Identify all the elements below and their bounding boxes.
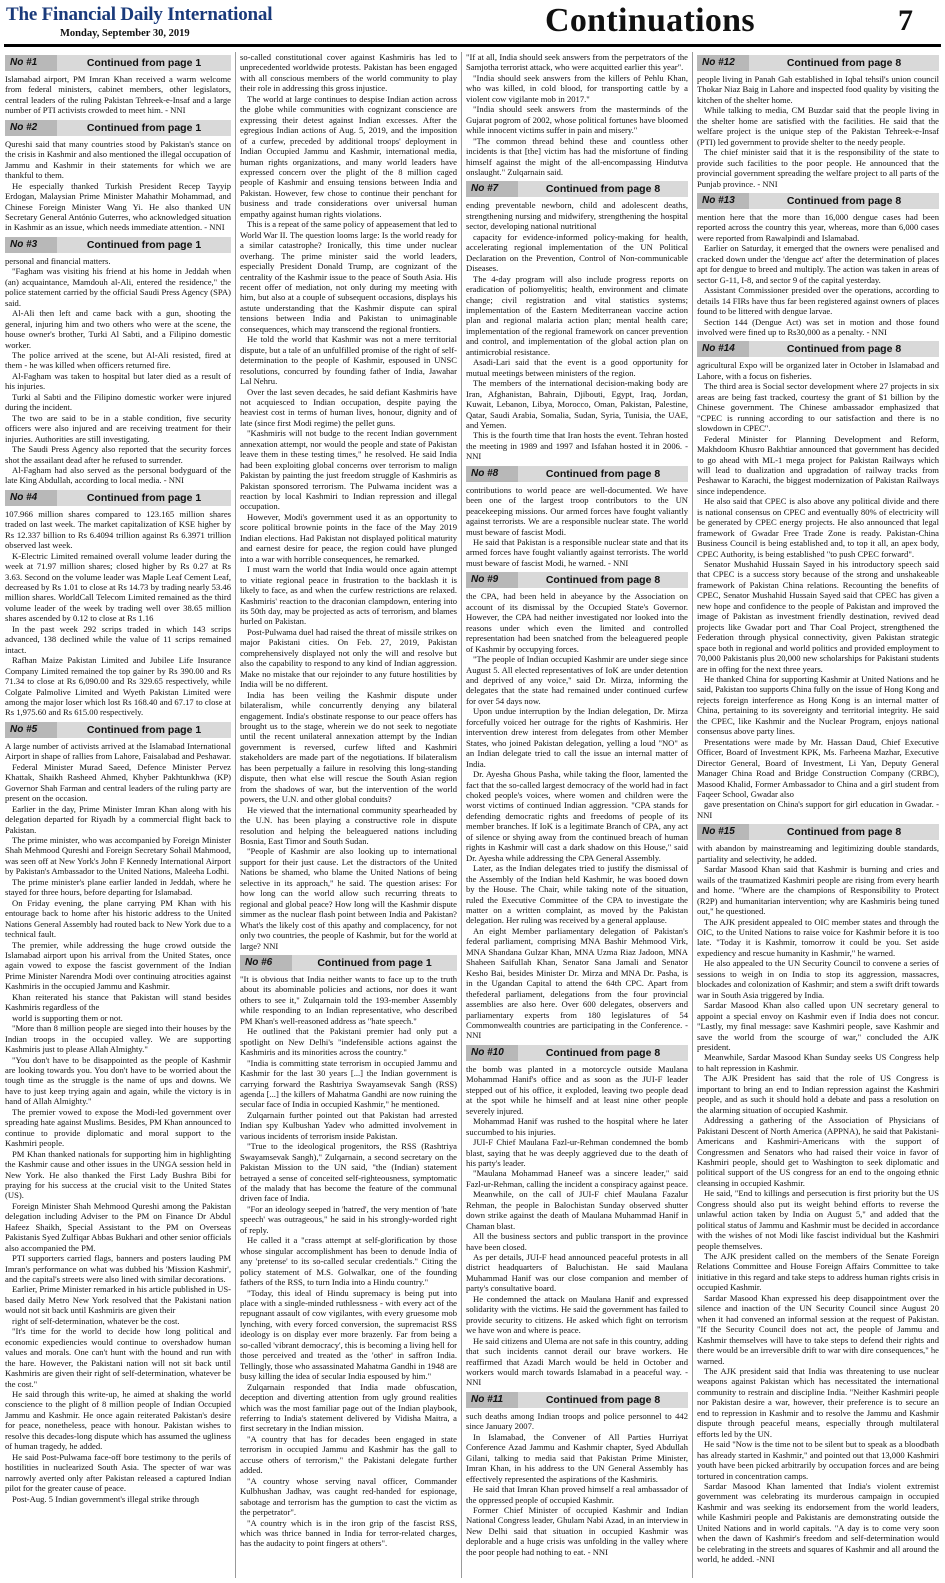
- continuation-header: [5, 490, 231, 506]
- article-body: [5, 509, 231, 718]
- continuation-header: [466, 1045, 688, 1061]
- continuation-header: [5, 722, 231, 738]
- masthead-rule: [4, 44, 941, 47]
- paragraph: gave presentation on China's support for girl education in Gwadar. - NNI: [697, 799, 939, 820]
- continuation-number: No #9: [466, 572, 518, 588]
- continuation-heading: Continued from page 8: [545, 467, 661, 480]
- continuation-heading: Continued from page 8: [786, 194, 902, 207]
- continuation-number: No #12: [697, 55, 749, 71]
- paragraph: However, Modi's government used it as an opportunity to score political brownie points in the face of the May 2019 Indian elections. Had Pakistan not displayed political maturity and earnest desire for peace, the region could have plunged into a war with horrible consequences, he remarked.: [240, 511, 457, 564]
- column-3: [466, 52, 688, 1578]
- paragraph: "Fagham was visiting his friend at his home in Jeddah when (an) acquaintance, Mamdouh al-Ali, entered the residence," the police statement carried by the official Saudi Press Agency (SPA) said.: [5, 266, 231, 308]
- continuation-heading: Continued from page 1: [86, 238, 202, 251]
- paragraph: "Kashmiris will not budge to the recent Indian government annexation attempt, nor would the people and state of Pakistan leave them in these testing times," he resolved. He said India had been exploiting global concerns over terrorism to malign Pakistan by painting the just freedom struggle of Kashmiris as Pakistan sponsored terrorism. The Pulwama incident was a reaction by local Kashmiri to Indian repression and illegal occupation.: [240, 428, 457, 512]
- article-body: [5, 741, 231, 1504]
- continuation-number: No #10: [466, 1045, 518, 1061]
- article: [697, 824, 939, 1564]
- column-2: [240, 52, 457, 1578]
- paragraph: The two are said to be in a stable condition, five security officers were also injured and are receiving treatment for their injuries. Authorities are still investigating.: [5, 412, 231, 444]
- paragraph: An eight Member parliamentary delegation of Pakistan's federal parliament, comprising MNA Bashir Mehmood Virk, MNA Shandana Gulzar Khan, MNA Uzma Riaz Jadoon, MNA Shaheen Saifullah Khan, Senator Sana Jamali and Senator Kesho Bai, besides Minister Dr. Mirza and MNA Dr. Pasha, is in the Ugandan Capital to attend the 64th CPC. Apart from thefederal parliament, delegations from the four provincial assemblies are also here. Over 600 delegates, observers and parliamentary experts from 180 legislatures of 54 Commonwealth countries are participating in the Conference. - NNI: [466, 925, 688, 1041]
- paragraph: the bomb was planted in a motorcycle outside Maulana Mohammad Hanif's office and as soon as the JUI-F leader stepped out of his office, it exploded, leaving two people dead at the spot while he himself and at least nine other people severely injured.: [466, 1063, 688, 1116]
- paragraph: Sardar Masood Khan expressed his deep disappointment over the silence and inaction of the UN Security Council since August 20 when it had convened an informal session at the request of Pakistan. "If the Security Council does not act, the people of Jammu and Kashmir themselves will have to take steps to defend their rights and there would be an irreversible drift to war with dire consequences," he warned.: [697, 1292, 939, 1366]
- continuation-heading: Continued from page 1: [317, 956, 432, 969]
- paragraph: Zulqarnain further pointed out that Pakistan had arrested Indian spy Kulbushan Yadev who admitted involvement in various incidents of terrorism inside Pakistan.: [240, 1109, 457, 1141]
- article-body: [240, 52, 457, 951]
- continuation-number: No #5: [5, 722, 57, 738]
- article: [5, 237, 231, 486]
- paragraph: Addressing a gathering of the Association of Physicians of Pakistani Descent of North America (APPNA), he said that Pakistani-Americans and Kashmiri-Americans with the support of Congressmen and Senators who had raised their voice in favor of Kashmiri people, should get to Washington to seek diplomatic and political support of the US congress for an end to the ongoing ethnic cleansing in occupied Kashmir.: [697, 1115, 939, 1188]
- paragraph: The AJK president appealed to OIC member states and through the OIC, to the United Nations to raise voice for Kashmir before it is too late. "Today it is Kashmir, tomorrow it could be you. Set aside expediency and rescue humanity in Kashmir," he warned.: [697, 916, 939, 958]
- article-body: [5, 74, 231, 116]
- paragraph: This is a repeat of the same policy of appeasement that led to World War II. The question looms large: Is the world ready for a similar catastrophe? Ironically, this time under nuclear overhang. The prime minister said the world leaders, especially President Donald Trump, are cognizant of the centrality of the Kashmir issue to the peace of South Asia. His recent offer of mediation, not only during my meeting with him, but also at a couple of subsequent occasions, displays his astute understanding that the Kashmir dispute can spiral tensions between India and Pakistan to unimaginable consequences, which may transcend the regional frontiers.: [240, 219, 457, 334]
- paragraph: "India is committing state terrorism in occupied Jammu and Kashmir for the last 30 years [...] the Indian government is carrying forward the Rashtriya Swayamsevak Sangh (RSS) agenda [...] the killers of Mahatma Gandhi are now ruining the secular face of India in occupied Kashmir," he mentioned.: [240, 1057, 457, 1110]
- issue-date: Monday, September 30, 2019: [60, 28, 190, 39]
- article: [5, 120, 231, 233]
- article: [240, 52, 457, 951]
- paragraph: such deaths among Indian troops and police personnel to 442 since January 2007.: [466, 1410, 688, 1432]
- continuation-number: No #8: [466, 466, 518, 482]
- continuation-header: [466, 181, 688, 197]
- article: [697, 341, 939, 820]
- paragraph: "More than 8 million people are sieged into their houses by the Indian troops in the occupied valley. We are supporting Kashmiris just to please Allah Almighty.": [5, 1023, 231, 1055]
- continuation-header: [466, 466, 688, 482]
- continuation-header: [5, 55, 231, 71]
- paragraph: agricultural Expo will be organized later in October in Islamabad and Lahore, with a focus on fisheries.: [697, 360, 939, 381]
- paragraph: "India should seek answers from the killers of Pehlu Khan, who was killed, in cold blood, for transporting cattle by a violent cow vigilante mob in 2017.": [466, 72, 688, 104]
- paragraph: He viewed that the international community spearheaded by the U.N. has been playing a constructive role in dispute resolution and helping the beleaguered nations including Bosnia, East Timor and South Sudan.: [240, 804, 457, 846]
- paragraph: In Islamabad, the Convener of All Parties Hurriyat Conference Azad Jammu and Kashmir chapter, Syed Abdullah Gilani, talking to media said that Pakistan Prime Minister, Imran Khan, in his address to the UN General Assembly has effectively represented the aspirations of the Kashmiris.: [466, 1431, 688, 1484]
- paragraph: Federal Minister for Planning Development and Reform, Makhdoom Khusro Bakhtiar announced that government has decided to go ahead with ML-1 mega project for Pakistan Railways which will lead to dualization and upgradation of railway tracks from Peshawar to Karachi, the biggest modernization of Pakistan Railways since independence.: [697, 433, 939, 496]
- paragraph: PM Khan thanked nationals for supporting him in highlighting the Kashmir cause and other issues in the UNGA session held in New York. He also thanked the First Lady Bushra Bibi for praying for his success at the crucial visit to the United States (US).: [5, 1148, 231, 1201]
- paragraph: world is supporting them or not.: [12, 1012, 123, 1023]
- paragraph: with abandon by mainstreaming and legitimizing double standards, partiality and selectivity, he added.: [697, 843, 939, 864]
- paragraph: JUI-F Chief Maulana Fazl-ur-Rehman condemned the bomb blast, saying that he was deeply aggrieved due to the death of his party's leader.: [466, 1137, 688, 1168]
- continuation-header: [466, 572, 688, 588]
- continuation-number: No #15: [697, 824, 749, 840]
- article-body: [466, 1411, 688, 1557]
- continuation-heading: Continued from page 8: [545, 1393, 661, 1406]
- paragraph: people living in Panah Gah established in Iqbal tehsil's union council Thokar Niaz Baig in Lahore and inspected food quality by visiting the kitchen of the shelter home.: [697, 74, 939, 105]
- paragraph: right of self-determination, whatever be the cost.: [12, 1315, 180, 1326]
- masthead: [0, 0, 945, 52]
- column-4: [697, 52, 939, 1578]
- paragraph: mention here that the more than 16,000 dengue cases had been reported across the country this year, whereas, more than 6,000 cases were reported from Rawalpindi and Islamabad.: [697, 211, 939, 243]
- paragraph: The third area is Social sector development where 27 projects in six areas are being fast tracked, courtesy the grant of $1 billion by the Chinese government. The Chinese ambassador emphasized that "CPEC is running according to our satisfaction and there is no slowdown in CPEC".: [697, 381, 939, 434]
- paragraph: capacity for evidence-informed policy-making for health, accelerating regional implementation of the UN Political Declaration on the Prevention, Control of Non-communicable Diseases.: [466, 231, 688, 274]
- article: [466, 466, 688, 569]
- paragraph: On Friday evening, the plane carrying PM Khan with his entourage back to home after his historic address to the United Nations General Assembly had routed back to New York due to a technical fault.: [5, 897, 231, 940]
- paragraph: The AJK president called on the members of the Senate Foreign Relations Committee and House Foreign Affairs Committee to take initiative in this regard and take steps to address human rights crisis in occupied Kashmir.: [697, 1251, 939, 1293]
- column-divider: [461, 52, 462, 1578]
- article: [466, 52, 688, 177]
- article-body: [240, 974, 457, 1549]
- paragraph: "The common thread behind these and countless other incidents is that [the] victim has had the misfortune of finding himself against the might of the all-encompassing Hindutva onslaught." Zulqarnain said.: [466, 135, 688, 177]
- paragraph: He said that Pakistan is a responsible nuclear state and that its armed forces have fought valiantly against terrorists. The world must beware of fascist Modi, he warned. - NNI: [466, 537, 688, 568]
- paragraph: Upon undue interruption by the Indian delegation, Dr. Mirza forcefully voiced her outrage for the rights of Kashmiris. Her intervention drew interest from delegates from other Member States, who joined Pakistan delegation, yelling a loud "NO" as an Indian delegate tried to call the issue an internal matter of India.: [466, 706, 688, 769]
- continuation-number: No #2: [5, 120, 57, 136]
- paragraph: Dr. Ayesha Ghous Pasha, while taking the floor, lamented the fact that the so-called largest democracy of the world had in fact choked people's voices, where women and children were the worst victims of continued Indian aggression. "CPA stands for defending democratic rights and freedoms of people of its member branches. If IoK is a legitimate Branch of CPA, any act of silence or shying away from the continued breach of human rights in Kashmir will cast a dark shadow on this House," said Dr. Ayesha while addressing the CPA General Assembly.: [466, 769, 688, 863]
- continuation-heading: Continued from page 8: [545, 574, 661, 587]
- paragraph: The premier, while addressing the huge crowd outside the Islamabad airport upon his arrival from the United States, once again vowed to expose the fascist government of the Indian Prime Minister Narendra Modi over continuing atrocities against Kashmiris in the occupied Jammu and Kashmir.: [5, 939, 231, 992]
- article-body: [697, 843, 939, 1564]
- paragraph: He also said that CPEC is also above any political divide and there is national consensus on CPEC and eventually 80% of electricity will be generated by CPEC energy projects. He also announced that legal framework of Gwadar Free Trade Zone is ready. Pakistan-China Business Council is being established and, to top it all, an apex body, CPEC Authority, is being established "to push CPEC forward".: [697, 496, 939, 559]
- article-body: [466, 485, 688, 569]
- article-body: [5, 256, 231, 486]
- continuation-number: No #4: [5, 490, 57, 506]
- paragraph: Earlier in the day, Prime Minister Imran Khan along with his delegation departed for Riyadh by a commercial flight back to Pakistan.: [5, 803, 231, 835]
- continuation-header: [5, 120, 231, 136]
- paragraph: He said "Now is the time not to be silent but to speak as a bloodbath has already started in Kashmir," and pointed out that 13,000 Kashmiri youth have been picked arbitrarily by occupation forces and are being tortured in concentration camps.: [697, 1439, 939, 1481]
- paragraph: This is the fourth time that Iran hosts the event. Tehran hosted the meeting in 1989 and 1997 and Isfahan hosted it in 2006. - NNI: [466, 430, 688, 462]
- paragraph: Former Chief Minister of occupied Kashmir and Indian National Congress leader, Ghulam Nabi Azad, in an interview in New Delhi said that situation in occupied Kashmir was deplorable and a huge crisis was unfolding in the valley where the poor people had nothing to eat. - NNI: [466, 1505, 688, 1557]
- continuation-heading: Continued from page 8: [545, 183, 661, 196]
- paragraph: "You don't have to be disappointed as the people of Kashmir are looking towards you. You don't have to be worried about the tough time as the struggle is the name of ups and downs. We have to just keep trying again and again, while the victory is in hand of Allah Almighty.": [5, 1054, 231, 1107]
- continuation-heading: Continued from page 1: [86, 491, 202, 504]
- paragraph: "A country that has for decades been engaged in state terrorism in occupied Jammu and Kashmir has the gall to accuse others of terrorism," the Pakistani delegate further added.: [240, 1433, 457, 1476]
- paragraph: The premier vowed to expose the Modi-led government over spreading hate against Muslims. Besides, PM Khan announced to continue to provide diplomatic and moral support to the Kashmiri people.: [5, 1106, 231, 1149]
- paragraph: The prime minister, who was accompanied by Foreign Minister Shah Mehmood Qureshi and Foreign Secretary Sohail Mahmood, was seen off at New York's John F Kennedy International Airport by Pakistan's Ambassador to the United Nations, Maleeha Lodhi.: [5, 835, 231, 877]
- continuation-heading: Continued from page 8: [786, 57, 902, 69]
- paragraph: All the business sectors and public transport in the province have been closed.: [466, 1231, 688, 1252]
- paragraph: A large number of activists arrived at the Islamabad International Airport in shape of rallies from Lahore, Faisalabad and Peshawar.: [5, 740, 231, 762]
- paragraph: I must warn the world that India would once again attempt to vitiate regional peace in frustration to the backlash it is likely to face, as and when the curfew restrictions are relaxed. Kashmiris' reaction to the draconian clampdown, entering into its 50th day, may be projected as acts of terrorism, and blames hurled on Pakistan.: [240, 564, 457, 627]
- paragraph: Asadi-Lari said that the event is a good opportunity for mutual meetings between ministers of the region.: [466, 357, 688, 378]
- paragraph: "Maulana Mohammad Haneef was a sincere leader," said Fazl-ur-Rehman, calling the incident a conspiracy against peace.: [466, 1168, 688, 1189]
- paragraph: Al-Ali then left and came back with a gun, shooting the general, injuring him and two others who were at the scene, the house owner's brother, Turki Al Sabti, and a Filipino domestic worker.: [5, 308, 231, 350]
- continuation-number: No #14: [697, 341, 749, 357]
- paragraph: "If at all, India should seek answers from the perpetrators of the Samjotha terrorist attack, who were acquitted earlier this year".: [466, 52, 688, 73]
- article-body: [466, 1064, 688, 1388]
- paragraph: so-called constitutional cover against Kashmiris has led to unprecedented worldwide protests. Pakistan has been engaged with all conscious members of the world community to play their role in addressing this gross injustice.: [240, 52, 457, 94]
- paragraph: Post-Pulwama duel had raised the threat of missile strikes on major Pakistani cities. On Feb. 27, 2019, Pakistan comprehensively displayed not only the will and resolve but also the capability to respond to any kind of Indian aggression. Make no mistake that our rejoinder to any future hostilities by India will be no different.: [240, 626, 457, 690]
- paragraph: Rafhan Maize Pakistan Limited and Jubilee Life Insurance Company Limited remained the top gainer by Rs 390.00 and Rs 71.34 to close at Rs 6,090.00 and Rs 329.65 respectively, while Colgate Palmolive Limited and Wyeth Pakistan Limited were among the major loser which lost Rs 168.40 and 67.17 to close at Rs 1,975.60 and Rs 615.00 respectively.: [5, 655, 231, 718]
- article: [466, 181, 688, 461]
- paragraph: The prime minister's plane earlier landed in Jeddah, where he stayed for three hours, before departing for Islamabad.: [5, 876, 231, 898]
- paragraph: "It is obvious that India neither wants to face up to the truth about its abominable policies and actions, nor does it want others to see it," Zulqarnain told the 193-member Assembly while responding to an Indian representative, who described PM Khan's well-reasoned address as "hate speech.": [240, 973, 457, 1026]
- article-body: [466, 52, 688, 177]
- paragraph: Earlier on Saturday, it emerged that the owners were penalised and cracked down under the 'dengue act' after the determination of places apt for dengue to breed and multiply. The action was taken in areas of sector G-11, I-8, and sector 9 of the capital yesterday.: [697, 243, 939, 285]
- column-divider: [235, 52, 236, 1578]
- paragraph: The AJK President has said that the role of US Congress is important to bring an end to Indian repression against the Kashmiri people, and as such it should hold a debate and pass a resolution on the alarming situation of occupied Kashmir.: [697, 1073, 939, 1115]
- paragraph: Khan reiterated his stance that Pakistan will stand besides Kashmiris regardless of the: [5, 991, 231, 1013]
- paragraph: Post-Aug. 5 Indian government's illegal strike through: [12, 1493, 200, 1504]
- continuation-number: No #6: [240, 955, 292, 971]
- article: [5, 722, 231, 1504]
- paragraph: Sardar Masood Khan said that Kashmir is burning and cries and wails of the traumatized Kashmiri people are rising from every hearth and home. "Where are the champions of Responsibility to Protect (R2P) and humanitarian intervention; why are Kashmiris being tuned out," he questioned.: [697, 864, 939, 917]
- continuation-heading: Continued from page 1: [86, 57, 202, 69]
- paragraph: Presentations were made by Mr. Hassan Daud, Chief Executive Officer, Board of Investment KPK, Ms. Farheena Mazhar, Executive Director General, Board of Investment, Li Yan, Deputy General Manager China Road and Bridge Construction Company (CRBC), Masood Khalid, Former Ambassador to China and a girl student from Faqeer School, Gwadar also: [697, 736, 939, 799]
- article: [466, 1045, 688, 1388]
- paragraph: Al-Fagham was taken to hospital but later died as a result of his injuries.: [5, 370, 231, 392]
- article: [466, 1392, 688, 1557]
- continuation-number: No #11: [466, 1392, 518, 1408]
- article: [5, 55, 231, 116]
- continuation-heading: Continued from page 8: [786, 343, 902, 356]
- paragraph: The Saudi Press Agency also reported that the security forces shot the assailant dead after he refused to surrender.: [5, 444, 231, 465]
- column-1: [5, 52, 231, 1578]
- paragraph: Section 144 (Dengue Act) was set in motion and those found involved were fined up to Rs30,000 as a penalty. - NNI: [697, 316, 939, 337]
- paragraph: He thanked China for supporting Kashmir at United Nations and he said, Pakistan too supports China fully on the issue of Hong Kong and rejects foreign interference as Hong Kong is an internal matter of China, pertaining to its sovereignty and territorial integrity. He said the CPEC, like Kashmir and the Nuclear Program, enjoys national consensus above party lines.: [697, 674, 939, 737]
- article-body: [697, 360, 939, 820]
- paragraph: He told the world that Kashmir was not a mere territorial dispute, but a tale of an unfulfilled promise of the right of self-determination to the people of Kashmir, espoused in UNSC resolutions, concurred by founding father of India, Jawahar Lal Nehru.: [240, 334, 457, 387]
- paragraph: the CPA, had been held in abeyance by the Association on account of its dismissal by the Occupied State's Governor. However, the CPA had neither investigated nor looked into the reasons under which even the limited and controlled representation had been snatched from the beleaguered people of Kashmir by occupying forces.: [466, 591, 688, 654]
- paragraph: Meanwhile, on the call of JUI-F chief Maulana Fazalur Rehman, the people in Balochistan Sunday observed shutter down strike against the death of Maulana Muhammad Hanif in Chaman blast.: [466, 1189, 688, 1231]
- paragraph: Zulqarnain responded that India made obfuscation, deception and diverting attention from ugly ground realities which was the most familiar page out of the Indian playbook, referring to India's statement delivered by Vidisha Maitra, a first secretary in the Indian mission.: [240, 1381, 457, 1434]
- paragraph: Senator Mushahid Hussain Sayed in his introductory speech said that CPEC is a success story because of the strong and unshakeable framework of Pakistan China relations. Recounting the benefits of CPEC, Senator Mushahid Hussain Sayed said that CPEC has given a new hope and confidence to the people of Pakistan and improved the image of Pakistan as investment friendly destination, revived dead projects like Gwadar port and Thar Coal Project, strengthened the Federation through physical connectivity, given Pakistan strategic space both in regional and world politics and provided employment to 70,000 Pakistanis plus 20,000 new scholarships for Pakistani students are in offing for the next three years.: [697, 559, 939, 674]
- paragraph: "A country which is in the iron grip of the fascist RSS, which was thrice banned in India for terror-related charges, has the audacity to point fingers at others".: [240, 1517, 457, 1549]
- paragraph: Mohammad Hanif was rushed to the hospital where he later succumbed to his injuries.: [466, 1116, 688, 1137]
- paragraph: He said citizens and Ulema are not safe in this country, adding that such incidents cannot derail our brave workers. He reaffirmed that Azadi March would be held in October and workers would march towards Islamabad in a peaceful way. - NNI: [466, 1335, 688, 1388]
- article-body: [697, 74, 939, 189]
- paragraph: He called it a "crass attempt at self-glorification by those whose singular accomplishment has been to denude India of any 'pretense' to its so-called secular credentials." Citing the policy statement of M.S. Golwalkar, one of the founding fathers of the RSS, to turn India into a Hindu country.": [240, 1235, 457, 1288]
- paragraph: Sardar Masood Khan lamented that India's violent extremist government was celebrating its murderous campaign in occupied Kashmir and was seeking its endorsement from the world leaders, while Kashmiri people and Pakistanis are demonstrating outside the United Nations and in world capitals. "A day is to come very soon when the dawn of Kashmir's freedom and self-determination would be celebrating in the streets and squares of Kashmir and all around the world, he added. -NNI: [697, 1481, 939, 1565]
- paragraph: contributions to world peace are well-documented. We have been one of the largest troop contributors to the UN peacekeeping missions. Our armed forces have fought valiantly against terrorists. We are a responsible nuclear state. The world must beware of fascist Modi.: [466, 484, 688, 537]
- paragraph: "The people of Indian occupied Kashmir are under siege since August 5. All elected representatives of IoK are under detention and deprived of any voice," said Dr. Mirza, informing the delegates that the state had remained under continued curfew for over 54 days now.: [466, 654, 688, 706]
- paragraph: 107.966 million shares compared to 123.165 million shares traded on last week. The market capitalization of KSE higher by Rs 12.337 billion to Rs 6.4094 trillion against Rs 6.3971 trillion observed last week.: [5, 508, 231, 551]
- paragraph: Foreign Minister Shah Mehmood Qureshi among the Pakistan delegation including Adviser to the PM on Finance Dr Abdul Hafeez Shaikh, Special Assistant to the PM on Overseas Pakistanis Syed Zulfiqar Abbas Bukhari and other senior officials also accompanied the PM.: [5, 1200, 231, 1253]
- page-number: 7: [898, 4, 913, 37]
- article-body: [697, 212, 939, 337]
- continuation-heading: Continued from page 8: [786, 826, 902, 839]
- paragraph: "Today, this ideal of Hindu supremacy is being put into place with a single-minded ruthlessness - with every act of the repugnant assault of cow vigilantes, with every gruesome mob lynching, with every forced conversion, the supremacist RSS ideology is on display ever more brazenly. Far from being a so-called 'vibrant democracy', this is becoming a living hell for those perceived and treated as the 'other' in saffron India. Tellingly, those who assassinated Mahatma Gandhi in 1948 are busy killing the idea of secular India espoused by him.": [240, 1287, 457, 1382]
- paragraph: He condemned the attack on Maulana Hanif and expressed solidarity with the victims. He said the government has failed to provide security to citizens. He asked which fight on terrorism we have won and where is peace.: [466, 1293, 688, 1336]
- article: [697, 55, 939, 189]
- continuation-number: No #3: [5, 237, 57, 253]
- paragraph: The chief minister said that it is the responsibility of the state to provide such facilities to the poor people. He announced that the provincial government spreading the welfare project to all parts of the Punjab province. - NNI: [697, 147, 939, 189]
- paragraph: Al-Fagham had also served as the personal bodyguard of the late King Abdullah, according to local media. - NNI: [5, 464, 231, 486]
- article: [5, 490, 231, 718]
- newspaper-name: The Financial Daily International: [6, 4, 273, 25]
- article: [697, 193, 939, 337]
- paragraph: The 4-day program will also include progress reports on eradication of poliomyelitis; health, environment and climate change; civil registration and vital statistics systems; implementation of the Eastern Mediterranean vaccine action plan and regional malaria action plan; mental health care; implementation of the regional framework on cancer prevention and control, and implementation of the global action plan on antimicrobial resistance.: [466, 273, 688, 357]
- paragraph: While talking to media, CM Buzdar said that the people living in the shelter home are satisfied with the facilities. He said that the welfare project is the unique step of the Pakistan Tehreek-e-Insaf (PTI) led government to provide shelter to the needy people.: [697, 105, 939, 147]
- continuation-number: No #7: [466, 181, 518, 197]
- paragraph: "India should seek answers from the masterminds of the Gujarat pogrom of 2002, whose political fortunes have bloomed while innocent victims suffer in pain and misery.": [466, 104, 688, 136]
- paragraph: Later, as the Indian delegates tried to justify the dismissal of the Assembly of the Indian held Kashmir, he was booed down by the House. The Chair, while taking note of the situation, ruled the Executive Committee of the CPA to investigate the matter on a written complaint, as moved by the Pakistan delegation. Her ruling was received by a general applause.: [466, 863, 688, 926]
- paragraph: Federal Minister Murad Saeed, Defence Minister Pervez Khattak, Shaikh Rasheed Ahmed, Khyber Pakhtunkhwa (KP) Governor Shah Farman and central leaders of the ruling party are present on the occasion.: [5, 761, 231, 804]
- paragraph: India has been veiling the Kashmir dispute under bilateralism, while concurrently denying any bilateral engagement. India's obstinate response to our peace offers has brought us to the stage, wherein we do not seek to negotiate until the recent unilateral annexation attempt by the Indian government is reversed, curfew lifted and Kashmiri stakeholders are made part of the negotiations. If bilateralism has been perpetually a failure in resolving this long-standing dispute, then what else will rescue the South Asian region from the shadows of war, but the intervention of the world powers, the U.N. and other global conduits?: [240, 689, 457, 805]
- paragraph: The members of the international decision-making body are Iran, Afghanistan, Bahrain, Djibouti, Egypt, Iraq, Jordan, Kuwait, Lebanon, Libya, Morocco, Oman, Pakistan, Palestine, Qatar, Saudi Arabia, Somalia, Sudan, Syria, Tunisia, the UAE, and Yemen.: [466, 378, 688, 430]
- continuation-header: [466, 1392, 688, 1408]
- paragraph: "People of Kashmir are also looking up to international support for their just cause. Let the distractors of the United Nations be shamed, who blame the United Nations of being selective in its approach," he said. The question arises: For how long can the world allow such recurring threats to regional and global peace? How long will the Kashmir dispute simmer as the nuclear flash point between India and Pakistan? What's the likely cost of this apathy and complacency, for not only two countries, the people of Kashmir, but for the world at large? NNI: [240, 846, 457, 951]
- article-body: [5, 139, 231, 233]
- article: [240, 955, 457, 1549]
- paragraph: The AJK president said that India was threatening to use nuclear weapons against Pakistan which has necessitated the international community to restrain and discipline India. "Neither Kashmiri people nor Pakistan desire a war, however, their preference is to secure an end to repression in Kashmir and to resolve the Jammu and Kashmir dispute through peaceful means, especially through multilateral efforts led by the UN.: [697, 1366, 939, 1439]
- continuation-heading: Continued from page 8: [545, 1046, 661, 1059]
- continuation-header: [697, 341, 939, 357]
- continuation-header: [240, 955, 457, 971]
- paragraph: Over the last seven decades, he said defiant Kashmiris have not acquiesced to Indian occupation, despite paying the heaviest cost in terms of human lives, honour, dignity and of late (since first Modi regime) the pellet guns.: [240, 386, 457, 428]
- continuation-number: No #13: [697, 193, 749, 209]
- paragraph: Turki al Sabti and the Filipino domestic worker were injured during the incident.: [5, 391, 231, 413]
- paragraph: The world at large continues to despise Indian action across the globe while communities with cognizant conscience are expressing their detest against Indian excesses. After the egregious Indian actions of Aug. 5, 2019, and the imposition of a curfew, preceded by additional troops' deployment in Indian Occupied Jammu and Kashmir, international media, human rights organizations, and many world leaders have expressed concern over the plight of the 8 million caged people of Kashmir and ensuing tensions between India and Pakistan. However, few chose to continue their penchant for business and trade considerations over universal human empathy against human rights violations.: [240, 93, 457, 219]
- paragraph: "A country whose serving naval officer, Commander Kulbhushan Jadhav, was caught red-handed for espionage, sabotage and terrorism has the gumption to cast the victim as the perpetrator".: [240, 1475, 457, 1518]
- paragraph: He said Post-Pulwama face-off bore testimony to the perils of hostilities in nuclearized South Asia. The specter of war was narrowly averted only after Pakistan released a captured Indian pilot for the greater cause of peace.: [5, 1451, 231, 1494]
- paragraph: ending preventable newborn, child and adolescent deaths, strengthening nursing and midwifery, strengthening the hospital sector, developing national nutritional: [466, 200, 688, 232]
- paragraph: Qureshi said that many countries stood by Pakistan's stance on the crisis in Kashmir and also mentioned the illegal occupation of Jammu and Kashmir in their statements for which we are thankful to them.: [5, 138, 231, 181]
- paragraph: Islamabad airport, PM Imran Khan received a warm welcome from federal ministers, cabinet members, other legislators, central leaders of the ruling Pakistan Tehreek-e-Insaf and a large number of PTI activists crowded to meet him. - NNI: [5, 74, 231, 116]
- paragraph: Meanwhile, Sardar Masood Khan Sunday seeks US Congress help to halt repression in Kashmir.: [697, 1052, 939, 1073]
- continuation-number: No #1: [5, 55, 57, 71]
- paragraph: The police arrived at the scene, but Al-Ali resisted, fired at them - he was killed when officers returned fire.: [5, 349, 231, 371]
- paragraph: "It's time for the world to decide how long political and economic expediencies would continue to overshadow human values and morals. One can't hunt with the hound and run with the hare. However, the Pakistani nation will not sit back until Kashmiris are given their right of self-determination, whatever be the cost.": [5, 1326, 231, 1389]
- continuation-heading: Continued from page 1: [86, 121, 202, 134]
- continuation-header: [697, 55, 939, 71]
- continuation-header: [697, 824, 939, 840]
- paragraph: PTI supporters carried flags, banners and posters lauding PM Imran's performance on what was dubbed his 'Mission Kashmir', and the capital's streets were also lined with similar decorations.: [5, 1253, 231, 1285]
- paragraph: "True to the ideological progenitors, the RSS (Rashtriya Swayamsevak Sangh)," Zulqarnain, a second secretary on the Pakistan Mission to the UN said, "the (Indian) statement betrayed a sense of conceited self-righteousness, symptomatic of the malady that has become the feature of the communal driven face of India.: [240, 1141, 457, 1204]
- column-divider: [692, 52, 693, 1578]
- paragraph: He said, "End to killings and persecution is first priority but the US Congress should also put its weight behind efforts to reverse the unlawful action taken by India on August 5," and added that the political status of Jammu and Kashmir must be decided in accordance with the wishes of not Modi like fascist individual but the Kashmiri people themselves.: [697, 1188, 939, 1251]
- paragraph: Assistant Commissioner presided over the operations, according to details 14 FIRs have thus far been registered against owners of places found to be littered with dengue larvae.: [697, 285, 939, 317]
- paragraph: He said through this write-up, he aimed at shaking the world conscience to the plight of 8 million people of Indian Occupied Jammu and Kashmir. He once again reiterated Pakistan's desire for peace, nonetheless, peace with honour. Pakistan wishes to resolve this decades-long dispute which has assumed the ugliness of human tragedy, he added.: [5, 1389, 231, 1452]
- paragraph: He especially thanked Turkish President Recep Tayyip Erdogan, Malaysian Prime Minister Mahathir Mohammad, and Chinese Foreign Minister Wang Yi. He also thanked UN Secretary General António Guterres, who acknowledged situation in Kashmir as an issue, which needs immediate attention. - NNI: [5, 180, 231, 233]
- paragraph: He also appealed to the UN Security Council to convene a series of sessions to weigh in on India to stop its aggression, massacres, blockades and colonization of Kashmir; and stem a swift drift towards war in South Asia triggered by India.: [697, 958, 939, 1000]
- continuation-heading: Continued from page 1: [86, 723, 202, 736]
- article-body: [466, 591, 688, 1040]
- paragraph: In the past week 292 scrips traded in which 143 scrips advanced, 138 declined while the value of 11 scrips remained intact.: [5, 623, 231, 655]
- paragraph: He said that Imran Khan proved himself a real ambassador of the oppressed people of occupied Kashmir.: [466, 1484, 688, 1505]
- paragraph: K-Electric Limited remained overall volume leader during the week at 71.97 million shares; closed higher by Rs 0.27 at Rs 3.63. Second on the volume leader was Maple Leaf Cement Leaf, decreased by Rs 1.01 to close at Rs 14.73 by trading nearly 53.46 million shares. WorldCall Telecom Limited remained as the third volume leader of the week by trading well over 38.65 million shares ascended by 0.12 to close at Rs 1.16: [5, 550, 231, 624]
- paragraph: Earlier, Prime Minister remarked in his article published in US-based daily Metro New York resolved that the Pakistani nation would not sit back until Kashmiris are given their: [5, 1284, 231, 1316]
- paragraph: personal and financial matters.: [5, 255, 111, 266]
- paragraph: As per details, JUI-F head announced peaceful protests in all district headquarters of Baluchistan. He said Maulana Muhammad Hanif was our close companion and member of party's consultative board.: [466, 1252, 688, 1294]
- article-body: [466, 200, 688, 461]
- paragraph: He outlined that the Pakistani premier had only put a spotlight on New Delhi's "indefensible actions against the Kashmiris and its minorities across the country.": [240, 1026, 457, 1058]
- article: [466, 572, 688, 1040]
- continuation-header: [697, 193, 939, 209]
- paragraph: "For an ideology seeped in 'hatred', the very mention of 'hate speech' was outrageous," he said in his strongly-worded right of reply.: [240, 1203, 457, 1235]
- section-title: Continuations: [545, 2, 755, 39]
- continuation-header: [5, 237, 231, 253]
- paragraph: Sardar Masood Khan also called upon UN secretary general to appoint a special envoy on Kashmir even if India does not concur. "Lastly, my final message: save Kashmiri people, save Kashmir and save the world from the scourge of war," concluded the AJK president.: [697, 1000, 939, 1052]
